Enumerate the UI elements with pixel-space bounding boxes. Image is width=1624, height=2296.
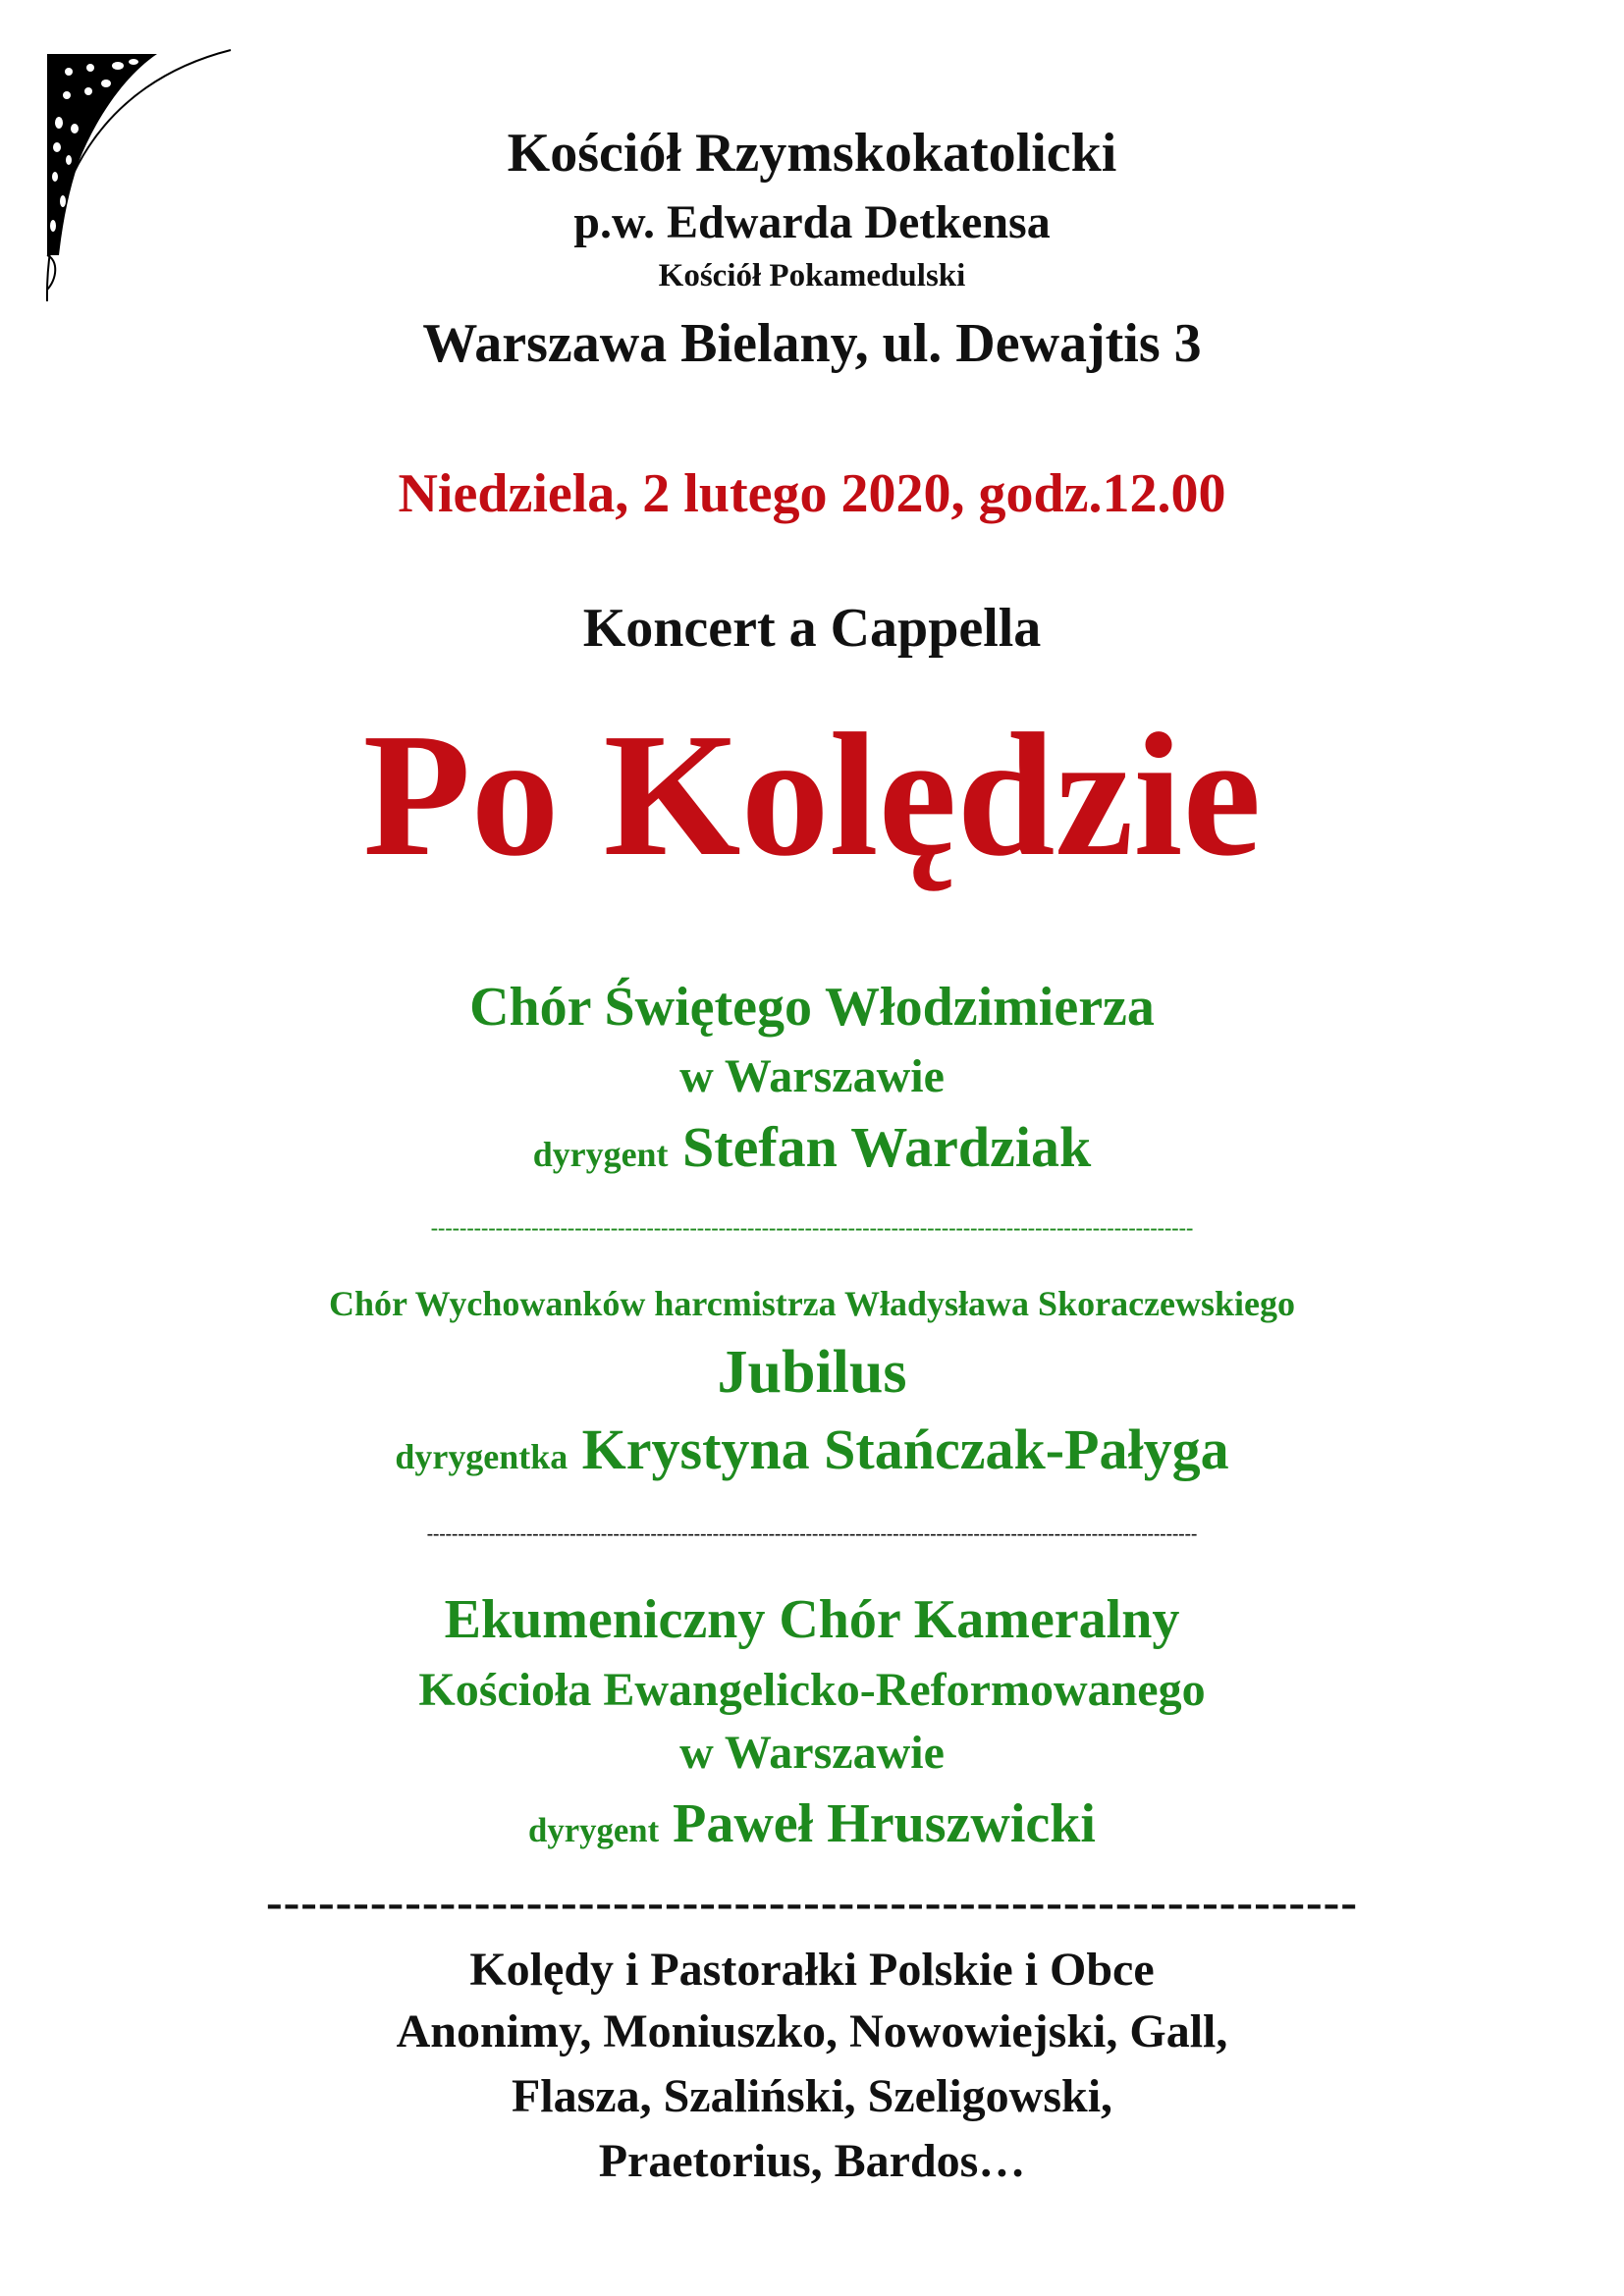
separator-2: ---------------------------------------------------------------------------------------------------------------------------- <box>426 1524 1198 1543</box>
choir1-conductor-label: dyrygent <box>532 1135 669 1174</box>
choir2-title: Jubilus <box>717 1339 907 1406</box>
choir2-conductor-label: dyrygentka <box>395 1437 568 1476</box>
church-name: Kościół Rzymskokatolicki <box>507 123 1117 184</box>
choir3-conductor-line <box>0 1793 1624 1854</box>
church-patron: p.w. Edwarda Detkensa <box>573 196 1051 248</box>
choir3-city: w Warszawie <box>679 1727 945 1779</box>
choir3-church: Kościoła Ewangelicko-Reformowanego <box>418 1664 1206 1716</box>
choir3-conductor: Paweł Hruszwicki <box>673 1793 1096 1854</box>
event-datetime: Niedziela, 2 lutego 2020, godz.12.00 <box>398 463 1226 524</box>
program-line-4: Praetorius, Bardos… <box>598 2135 1026 2187</box>
choir2-conductor-line <box>0 1417 1624 1481</box>
choir3-name: Ekumeniczny Chór Kameralny <box>444 1589 1180 1650</box>
church-address: Warszawa Bielany, ul. Dewajtis 3 <box>422 313 1202 374</box>
choir3-conductor-label: dyrygent <box>528 1811 660 1849</box>
choir1-city: w Warszawie <box>679 1050 945 1102</box>
separator-1: ---------------------------------------------------------------------------------------------------------- <box>430 1217 1194 1239</box>
program-line-3: Flasza, Szaliński, Szeligowski, <box>511 2070 1113 2122</box>
program-line-2: Anonimy, Moniuszko, Nowowiejski, Gall, <box>396 2005 1228 2057</box>
choir1-conductor: Stefan Wardziak <box>682 1115 1092 1179</box>
choir1-name: Chór Świętego Włodzimierza <box>469 977 1155 1038</box>
choir2-conductor: Krystyna Stańczak-Pałyga <box>581 1417 1229 1481</box>
choir1-conductor-line <box>0 1115 1624 1179</box>
choir2-name: Chór Wychowanków harcmistrza Władysława Skoraczewskiego <box>328 1284 1296 1323</box>
church-alt-name: Kościół Pokamedulski <box>658 258 966 294</box>
event-title: Po Kolędzie <box>362 697 1262 892</box>
program-line-1: Kolędy i Pastorałki Polskie i Obce <box>469 1944 1155 1996</box>
event-type: Koncert a Cappella <box>582 598 1042 659</box>
separator-3: --------------------------------------------------------------- <box>266 1877 1358 1926</box>
